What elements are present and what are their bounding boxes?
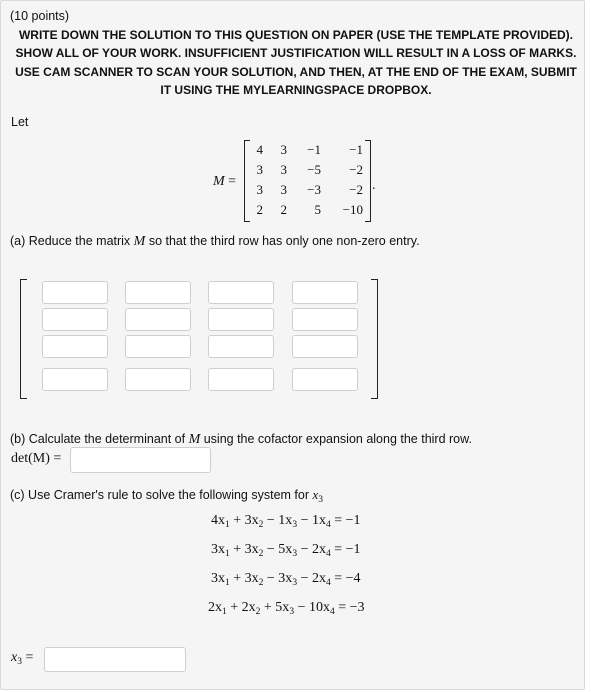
- part-b-prompt: [10, 432, 472, 448]
- answer-cell-r3c1[interactable]: [42, 335, 108, 358]
- part-c-sub: 3: [318, 495, 324, 505]
- part-b-var: M: [188, 432, 201, 447]
- eq-sub: 2: [258, 520, 264, 530]
- part-b-text: (b) Calculate the determinant of: [10, 432, 189, 446]
- matrix-cell: −3: [307, 182, 321, 197]
- eq-term: + 3x: [229, 542, 259, 557]
- answer-matrix-left-bracket: [20, 279, 27, 399]
- eq-rhs: = −3: [334, 600, 365, 615]
- matrix-cell: 5: [314, 202, 321, 217]
- eq-rhs: = −1: [330, 513, 361, 528]
- matrix-cell: 3: [256, 182, 263, 197]
- matrix-cell: 3: [280, 142, 287, 157]
- bracket-corner: [365, 221, 370, 222]
- x3-equals: =: [21, 650, 34, 665]
- eq-term: − 2x: [297, 571, 326, 586]
- answer-cell-r2c4[interactable]: [292, 308, 358, 331]
- answer-cell-r4c3[interactable]: [208, 368, 274, 391]
- eq-term: + 3x: [229, 513, 259, 528]
- matrix-cell: 2: [256, 202, 263, 217]
- answer-cell-r4c2[interactable]: [125, 368, 191, 391]
- matrix-cell: 3: [280, 182, 287, 197]
- answer-cell-r1c2[interactable]: [125, 281, 191, 304]
- part-c-var: x: [312, 487, 319, 502]
- answer-cell-r3c3[interactable]: [208, 335, 274, 358]
- part-a-text-end: so that the third row has only one non-zero entry.: [145, 234, 420, 248]
- answer-cell-r1c3[interactable]: [208, 281, 274, 304]
- eq-sub: 1: [222, 607, 227, 617]
- eq-sub: 4: [325, 520, 331, 530]
- eq-term: + 5x: [260, 600, 290, 615]
- eq-sub: 2: [258, 578, 264, 588]
- part-c-text: (c) Use Cramer's rule to solve the following system for: [10, 488, 313, 502]
- matrix-cell: 4: [256, 142, 263, 157]
- answer-cell-r3c4[interactable]: [292, 335, 358, 358]
- eq-sub: 3: [292, 578, 298, 588]
- eq-sub: 4: [325, 578, 331, 588]
- answer-cell-r2c1[interactable]: [42, 308, 108, 331]
- part-a-text: (a) Reduce the matrix: [10, 234, 134, 248]
- equation-3: [211, 571, 361, 588]
- equation-2: [211, 542, 361, 559]
- matrix-name: M: [213, 174, 225, 189]
- instructions: [4, 26, 588, 100]
- instruction-line: USE CAM SCANNER TO SCAN YOUR SOLUTION, AND THEN, AT THE END OF THE EXAM, SUBMIT: [15, 64, 577, 79]
- eq-term: 2x: [208, 600, 222, 615]
- bracket-corner: [245, 140, 250, 141]
- instruction-line: SHOW ALL OF YOUR WORK. INSUFFICIENT JUSTIFICATION WILL RESULT IN A LOSS OF MARKS.: [15, 46, 577, 61]
- matrix-cell: 3: [280, 162, 287, 177]
- part-b-text-end: using the cofactor expansion along the third row.: [200, 432, 472, 446]
- eq-sub: 1: [225, 520, 230, 530]
- matrix-cell: −10: [342, 202, 363, 217]
- matrix-cell: 2: [280, 202, 287, 217]
- part-a-prompt: [10, 234, 420, 250]
- answer-cell-r2c3[interactable]: [208, 308, 274, 331]
- eq-sub: 1: [225, 549, 230, 559]
- equation-1: [211, 513, 361, 530]
- x3-label: [11, 650, 33, 667]
- eq-term: + 3x: [229, 571, 259, 586]
- part-a-var: M: [133, 234, 146, 249]
- matrix-m: [244, 140, 371, 222]
- eq-sub: 4: [325, 549, 331, 559]
- matrix-cell: −5: [307, 162, 321, 177]
- answer-cell-r4c4[interactable]: [292, 368, 358, 391]
- eq-term: 3x: [211, 542, 225, 557]
- answer-cell-r2c2[interactable]: [125, 308, 191, 331]
- eq-term: + 2x: [226, 600, 256, 615]
- instruction-line: WRITE DOWN THE SOLUTION TO THIS QUESTION ON PAPER (USE THE TEMPLATE PROVIDED).: [18, 28, 573, 42]
- eq-sub: 1: [225, 578, 230, 588]
- eq-rhs: = −1: [330, 542, 361, 557]
- x3-input[interactable]: [44, 647, 186, 672]
- x3-var: x: [11, 650, 18, 665]
- matrix-cell: −2: [349, 162, 363, 177]
- bracket-corner: [245, 221, 250, 222]
- eq-term: 3x: [211, 571, 225, 586]
- answer-cell-r1c1[interactable]: [42, 281, 108, 304]
- answer-cell-r1c4[interactable]: [292, 281, 358, 304]
- matrix-cell: −1: [307, 142, 321, 157]
- eq-sub: 2: [255, 607, 261, 617]
- eq-term: − 10x: [294, 600, 330, 615]
- eq-sub: 2: [258, 549, 264, 559]
- eq-term: − 1x: [263, 513, 293, 528]
- answer-cell-r3c2[interactable]: [125, 335, 191, 358]
- eq-term: − 3x: [263, 571, 293, 586]
- eq-term: 4x: [211, 513, 225, 528]
- eq-term: − 2x: [297, 542, 326, 557]
- eq-term: − 1x: [297, 513, 326, 528]
- equation-4: [208, 600, 365, 617]
- eq-sub: 4: [329, 607, 335, 617]
- determinant-input[interactable]: [70, 447, 211, 473]
- x3-sub: 3: [17, 657, 22, 667]
- let-label: Let: [11, 115, 29, 129]
- eq-sub: 3: [292, 549, 298, 559]
- matrix-period: .: [372, 178, 376, 193]
- answer-cell-r4c1[interactable]: [42, 368, 108, 391]
- matrix-cell: 3: [256, 162, 263, 177]
- matrix-cell: −1: [349, 142, 363, 157]
- instruction-line: IT USING THE MYLEARNINGSPACE DROPBOX.: [160, 83, 432, 98]
- matrix-label: M =: [213, 174, 237, 189]
- bracket-corner: [365, 140, 370, 141]
- eq-sub: 3: [289, 607, 295, 617]
- eq-sub: 3: [292, 520, 298, 530]
- part-c-prompt: [10, 487, 323, 505]
- matrix-cell: −2: [349, 182, 363, 197]
- eq-term: − 5x: [263, 542, 293, 557]
- answer-matrix-right-bracket: [371, 279, 378, 399]
- det-label: det(M) =: [11, 451, 62, 466]
- eq-rhs: = −4: [330, 571, 361, 586]
- points-label: (10 points): [10, 9, 70, 23]
